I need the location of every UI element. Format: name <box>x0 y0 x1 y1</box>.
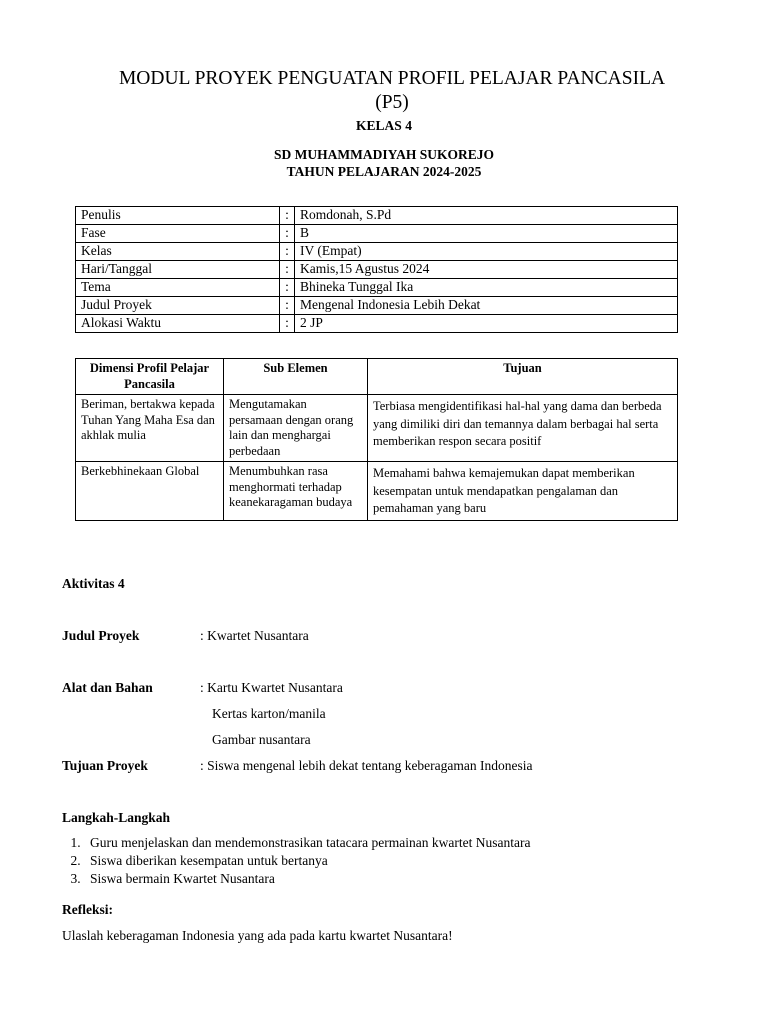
info-separator: : <box>280 243 295 261</box>
table-row <box>76 462 678 521</box>
info-separator: : <box>280 315 295 333</box>
table-row <box>76 297 678 315</box>
list-item: 2. Siswa diberikan kesempatan untuk bertanya <box>84 852 530 870</box>
school-name: SD MUHAMMADIYAH SUKOREJO <box>273 147 494 162</box>
table-row <box>76 279 678 297</box>
info-separator: : <box>280 261 295 279</box>
table-row <box>76 243 678 261</box>
info-value: Romdonah, S.Pd <box>295 207 678 225</box>
alat-bahan-value: Kertas karton/manila <box>212 706 326 721</box>
table-row <box>76 315 678 333</box>
judul-proyek-value: : Kwartet Nusantara <box>200 628 309 643</box>
cell-sub-elemen: Menumbuhkan rasa menghormati terhadap keanekaragaman budaya <box>224 462 368 521</box>
info-separator: : <box>280 297 295 315</box>
title-line-2: (P5) <box>375 92 409 113</box>
document-title <box>90 67 694 115</box>
judul-proyek-label: Judul Proyek <box>62 628 140 643</box>
table-row <box>76 395 678 462</box>
info-label: Fase <box>76 225 280 243</box>
table-row <box>76 207 678 225</box>
info-label: Alokasi Waktu <box>76 315 280 333</box>
info-label: Kelas <box>76 243 280 261</box>
info-value: 2 JP <box>295 315 678 333</box>
cell-tujuan: Memahami bahwa kemajemukan dapat memberikan kesempatan untuk mendapatkan pengalaman dan pemahaman yang baru <box>368 462 678 521</box>
title-line-1: MODUL PROYEK PENGUATAN PROFIL PELAJAR PANCASILA <box>118 68 666 89</box>
cell-sub-elemen: Mengutamakan persamaan dengan orang lain dan menghargai perbedaan <box>224 395 368 462</box>
activity-heading: Aktivitas 4 <box>62 576 125 591</box>
cell-tujuan: Terbiasa mengidentifikasi hal-hal yang dama dan berbeda yang dimiliki diri dan temannya dalam berbagai hal serta memberikan respon secara positif <box>368 395 678 462</box>
alat-bahan-value: : Kartu Kwartet Nusantara <box>200 680 343 695</box>
list-item: 1. Guru menjelaskan dan mendemonstrasikan tatacara permainan kwartet Nusantara <box>84 834 530 852</box>
info-label: Penulis <box>76 207 280 225</box>
info-separator: : <box>280 225 295 243</box>
alat-bahan-value: Gambar nusantara <box>212 732 311 747</box>
cell-dimensi: Beriman, bertakwa kepada Tuhan Yang Maha Esa dan akhlak mulia <box>76 395 224 462</box>
info-value: B <box>295 225 678 243</box>
tujuan-proyek-value: : Siswa mengenal lebih dekat tentang keberagaman Indonesia <box>200 758 533 773</box>
table-row <box>76 225 678 243</box>
dimension-table <box>75 358 678 521</box>
reflection-heading: Refleksi: <box>62 902 113 917</box>
info-label: Hari/Tanggal <box>76 261 280 279</box>
academic-year: TAHUN PELAJARAN 2024-2025 <box>286 164 482 179</box>
header-dimensi: Dimensi Profil Pelajar Pancasila <box>76 359 224 395</box>
cell-dimensi: Berkebhinekaan Global <box>76 462 224 521</box>
info-value: Kamis,15 Agustus 2024 <box>295 261 678 279</box>
info-separator: : <box>280 279 295 297</box>
class-label: KELAS 4 <box>356 118 412 133</box>
tujuan-proyek-label: Tujuan Proyek <box>62 758 148 773</box>
info-value: IV (Empat) <box>295 243 678 261</box>
steps-list <box>62 834 530 888</box>
alat-bahan-label: Alat dan Bahan <box>62 680 153 695</box>
steps-heading: Langkah-Langkah <box>62 810 171 825</box>
list-item: 3. Siswa bermain Kwartet Nusantara <box>84 870 530 888</box>
header-tujuan: Tujuan <box>368 359 678 395</box>
info-table <box>75 206 678 333</box>
info-value: Bhineka Tunggal Ika <box>295 279 678 297</box>
table-row <box>76 261 678 279</box>
reflection-text: Ulaslah keberagaman Indonesia yang ada pada kartu kwartet Nusantara! <box>62 928 453 943</box>
info-label: Judul Proyek <box>76 297 280 315</box>
info-label: Tema <box>76 279 280 297</box>
info-separator: : <box>280 207 295 225</box>
header-sub-elemen: Sub Elemen <box>224 359 368 395</box>
info-value: Mengenal Indonesia Lebih Dekat <box>295 297 678 315</box>
table-header-row <box>76 359 678 395</box>
